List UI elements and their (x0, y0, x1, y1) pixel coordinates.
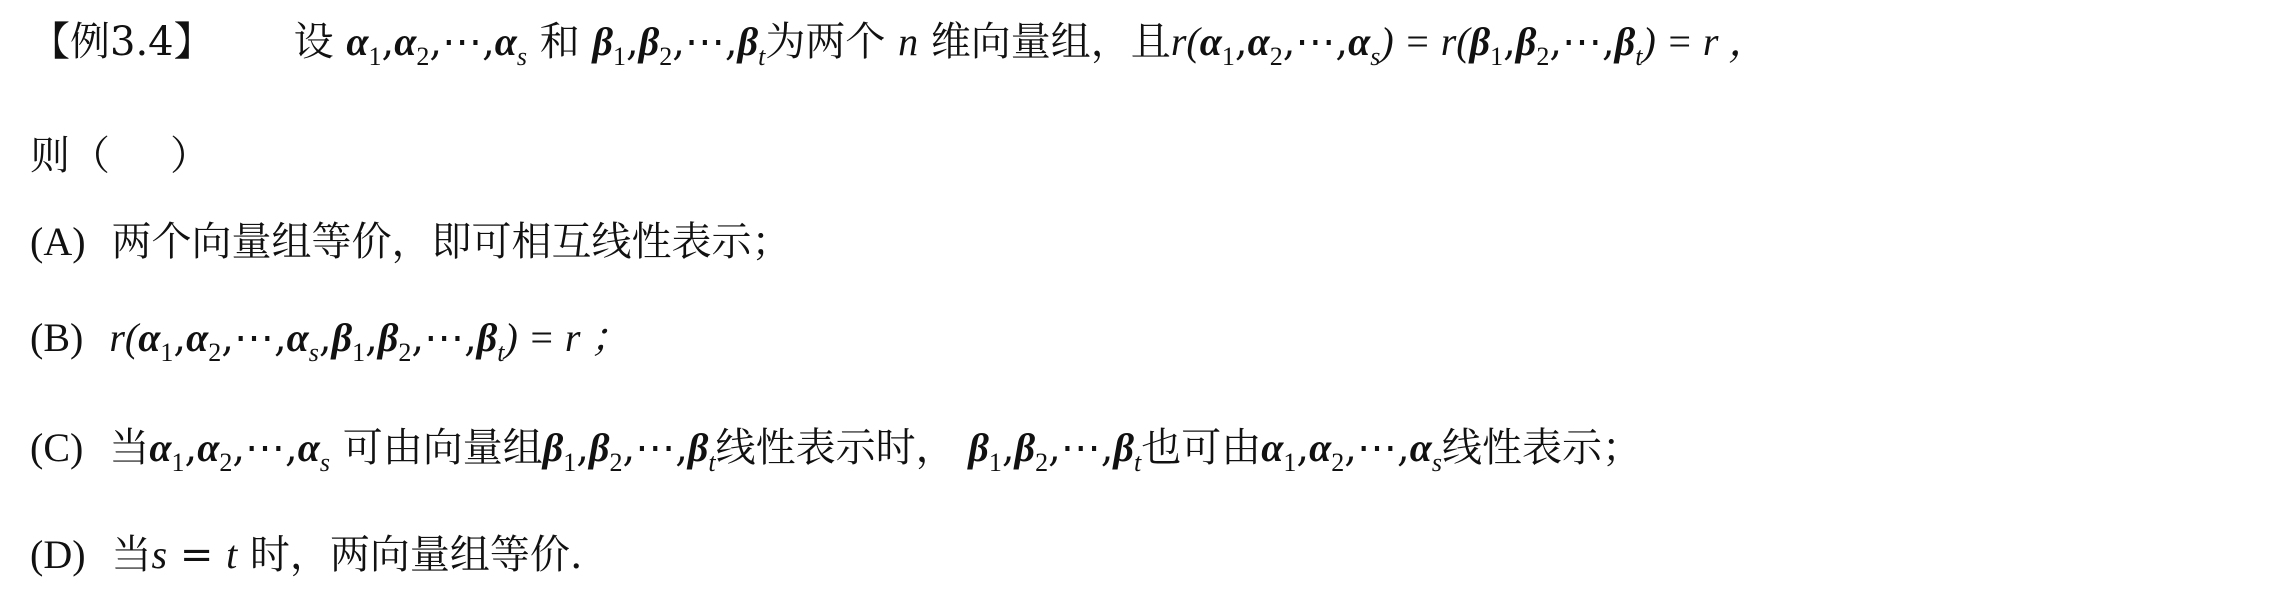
dots: ⋯ (1060, 425, 1101, 471)
option-d-t: t (226, 532, 238, 577)
alpha-1: $\alpha_1$ (149, 425, 185, 477)
dots: ⋯ (1356, 425, 1397, 471)
alpha-1: $\alpha_1$ (346, 19, 382, 71)
example-tag: 【例3.4】 (30, 19, 214, 65)
comma: , (381, 19, 395, 65)
alpha-1: $\alpha_1$ (1199, 19, 1235, 71)
dots: ⋯ (684, 19, 725, 65)
beta-1: $\beta_1$ (1469, 19, 1504, 71)
beta-2: $\beta_2$ (1014, 425, 1049, 477)
comma: , (724, 19, 738, 65)
option-d (30, 532, 583, 578)
beta-t: $\beta_t$ (687, 425, 716, 477)
comma: , (1001, 425, 1015, 471)
beta-t: $\beta_t$ (1113, 425, 1142, 477)
text-two-groups: 为两个 (765, 19, 886, 65)
option-b-label: (B) (30, 315, 84, 360)
comma: , (365, 315, 378, 361)
comma: , (184, 425, 198, 471)
dots: ⋯ (233, 315, 274, 361)
comma: , (576, 425, 589, 471)
comma: , (411, 315, 425, 361)
beta-t: $\beta_t$ (737, 19, 766, 71)
option-c-label: (C) (30, 425, 84, 470)
option-d-label: (D) (30, 532, 86, 577)
alpha-s: $\alpha_s$ (297, 425, 331, 477)
dots: ⋯ (635, 425, 676, 471)
option-c (30, 425, 1642, 477)
comma: , (1296, 425, 1310, 471)
option-d-when: 当 (111, 532, 152, 578)
question-then (30, 133, 210, 179)
beta-1: $\beta_1$ (592, 19, 626, 71)
comma: , (482, 19, 495, 65)
comma: , (1503, 19, 1516, 65)
option-d-eq: = (167, 532, 227, 578)
alpha-2: $\alpha_2$ (1309, 425, 1345, 477)
alpha-2: $\alpha_2$ (186, 315, 222, 367)
comma: , (1396, 425, 1410, 471)
option-b (30, 315, 631, 367)
option-c-also-by: 也可由 (1141, 425, 1262, 471)
beta-2: $\beta_2$ (377, 315, 412, 367)
comma: , (318, 315, 332, 361)
dots: ⋯ (245, 425, 286, 471)
alpha-1: $\alpha_1$ (138, 315, 174, 367)
text-dim: 维向量组，且 (930, 19, 1171, 65)
comma: , (672, 19, 685, 65)
comma: , (285, 425, 298, 471)
option-c-can-by: 可由向量组 (342, 425, 543, 471)
dots: ⋯ (442, 19, 483, 65)
comma: , (1282, 19, 1296, 65)
beta-t: $\beta_t$ (476, 315, 505, 367)
alpha-s: $\alpha_s$ (494, 19, 528, 71)
comma: , (622, 425, 636, 471)
beta-1: $\beta_1$ (968, 425, 1002, 477)
option-c-when: 当 (109, 425, 150, 471)
comma: , (273, 315, 287, 361)
comma: , (173, 315, 187, 361)
comma: , (1100, 425, 1114, 471)
text-she: 设 (293, 19, 334, 65)
alpha-s: $\alpha_s$ (286, 315, 319, 367)
beta-2: $\beta_2$ (1515, 19, 1550, 71)
comma: , (1549, 19, 1563, 65)
comma: , (625, 19, 639, 65)
alpha-1: $\alpha_1$ (1261, 425, 1297, 477)
example-statement (30, 19, 1769, 71)
option-c-linear-end: 线性表示； (1441, 425, 1642, 471)
dots: ⋯ (424, 315, 465, 361)
comma: , (429, 19, 443, 65)
comma: , (464, 315, 477, 361)
alpha-2: $\alpha_2$ (394, 19, 430, 71)
then-text: 则（ (30, 133, 110, 179)
option-d-s: s (151, 532, 168, 577)
option-a-label: (A) (30, 219, 86, 264)
comma: , (1344, 425, 1357, 471)
option-a-text: 两个向量组等价，即可相互线性表示； (111, 219, 792, 265)
comma: , (1602, 19, 1615, 65)
dots: ⋯ (1295, 19, 1336, 65)
beta-2: $\beta_2$ (588, 425, 623, 477)
option-c-linear-when: 线性表示时， (715, 425, 956, 471)
comma: , (1335, 19, 1349, 65)
n-variable: n (898, 19, 919, 64)
rank-mid: ) = r( (1380, 19, 1470, 64)
beta-1: $\beta_1$ (542, 425, 577, 477)
option-b-post: ) = r ； (504, 315, 631, 360)
text-and: 和 (539, 19, 580, 65)
option-b-pre: r( (109, 315, 139, 360)
beta-1: $\beta_1$ (331, 315, 366, 367)
option-d-text: 时，两向量组等价. (237, 532, 583, 578)
rank-open-1: r( (1170, 19, 1200, 64)
alpha-2: $\alpha_2$ (1247, 19, 1283, 71)
dots: ⋯ (1562, 19, 1603, 65)
rank-end: ) = r ， (1642, 19, 1769, 64)
comma: , (675, 425, 688, 471)
comma: , (232, 425, 246, 471)
comma: , (1234, 19, 1248, 65)
beta-t: $\beta_t$ (1614, 19, 1643, 71)
then-close: ） (170, 133, 210, 179)
alpha-2: $\alpha_2$ (197, 425, 233, 477)
option-a (30, 219, 792, 265)
comma: , (1048, 425, 1061, 471)
beta-2: $\beta_2$ (638, 19, 673, 71)
alpha-s: $\alpha_s$ (1409, 425, 1442, 477)
comma: , (221, 315, 234, 361)
alpha-s: $\alpha_s$ (1348, 19, 1381, 71)
